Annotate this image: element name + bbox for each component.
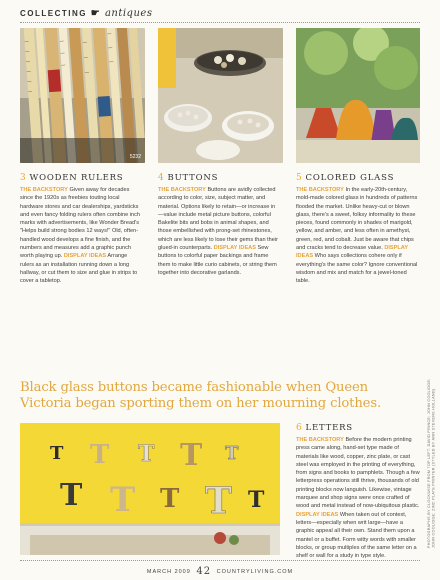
buttons-body: THE BACKSTORY Buttons are avidly collected according to color, size, subject matter, and material. Options likely to retain—or increase in—value include metal picture buttons, colorful Bakelite bits and bobs in animal shapes, and those embellished with prong-set rhinestones, which are less likely to lose their gems than their glued-in counterparts. DISPLAY IDEAS Sew buttons to colorful paper backings and frame them to make little curio cabinets, or string them together into decorative garlands. (158, 187, 279, 276)
column-colored-glass (296, 173, 418, 286)
colored-glass-photo (296, 28, 420, 163)
svg-text:T: T (138, 441, 155, 467)
column-letters (296, 423, 420, 560)
buttons-photo (158, 28, 283, 163)
section-header (20, 8, 152, 19)
letters-photo (20, 423, 280, 555)
letters-body: THE BACKSTORY Before the modern printing press came along, hand-set type made of materials like wood, copper, zinc plate, or cast steel was employed in the printing of everything, from signs and books to pamphlets. Though a few letterpress operations still thrive, thousands of old printing blocks now languish. Likewise, vintage marquee and shop signs were once crafted of wood and metal instead of now-ubiquitous plastic. DISPLAY IDEAS When taken out of context, letters—especially when writ large—have a graphic appeal all their own. Stand them upon a mantel or a buffet. Form witty words with smaller blocks, or group multiples of the same letter on a shelf or wall for a study in type style. (296, 437, 420, 560)
svg-text:T: T (180, 438, 203, 473)
buttons-heading: 4 BUTTONS (158, 173, 219, 183)
rulers-body: THE BACKSTORY Given away for decades since the 1920s as freebies touting local hardware stores and car dealerships, yardsticks and even fancy folding rulers often combine inch marks with advertisements, like Wonder Bread's "Helps build strong bodies 12 ways!" Old, often-handled wood develops a fine finish, and the numbers and measures add a graphic punch worth playing up. DISPLAY IDEAS Arrange rulers as an installation running down a long hallway, or cut them to size and glue in strips to cover a tabletop. (20, 187, 141, 285)
svg-text:T: T (110, 480, 136, 520)
svg-text:T: T (225, 443, 239, 464)
svg-text:T: T (205, 480, 232, 522)
rulers-photo (20, 28, 145, 163)
issue-date: MARCH 2009 (146, 569, 191, 575)
section-topic: antiques (104, 8, 153, 19)
section-name: COLLECTING (20, 9, 87, 18)
svg-text:T: T (60, 478, 83, 513)
footer-divider (20, 560, 420, 561)
page-footer (0, 566, 440, 577)
column-buttons (158, 173, 280, 277)
svg-text:T: T (248, 487, 265, 513)
pull-quote: Black glass buttons became fashionable when Queen Victoria began sporting them on her mourning clothes. (20, 380, 381, 411)
svg-text:T: T (50, 443, 64, 464)
header-divider (20, 22, 420, 23)
glass-body: THE BACKSTORY In the early-20th-century, mold-made colored glass in hundreds of patterns flooded the market. Unlike heavy-cut or blown glass, there's a sweet, folksy informality to these pieces, found commonly in shades of marigold, yellow, and amber, and less often in amethyst, green, red, and cobalt. Just be aware that chips and cracks tend to decrease value. DISPLAY IDEAS Who says collections cohere only if everything's the same color? Ignore conventional wisdom and mix and match for a jewel-toned table. (296, 187, 418, 285)
svg-text:T: T (160, 484, 180, 514)
letters-heading: 6 LETTERS (296, 423, 353, 433)
page-number: 42 (196, 566, 212, 577)
website: COUNTRYLIVING.COM (216, 569, 294, 575)
rulers-heading: 3 WOODEN RULERS (20, 173, 124, 183)
column-wooden-rulers (20, 173, 142, 286)
svg-text:T: T (90, 440, 110, 470)
photo-tag: 5232 (129, 154, 141, 160)
photo-credit: PHOTOGRAPHS BY CLOCKWISE FROM TOP LEFT: DAVID PRINCE; JOHN COOLIDGE; JOHN COOLIDGE; ZINC PLATE PRINTER (STYLED BY ANN STEVENS HOLLAND) (427, 378, 436, 548)
pointing-hand-icon: ☛ (90, 8, 102, 19)
glass-heading: 5 COLORED GLASS (296, 173, 395, 183)
